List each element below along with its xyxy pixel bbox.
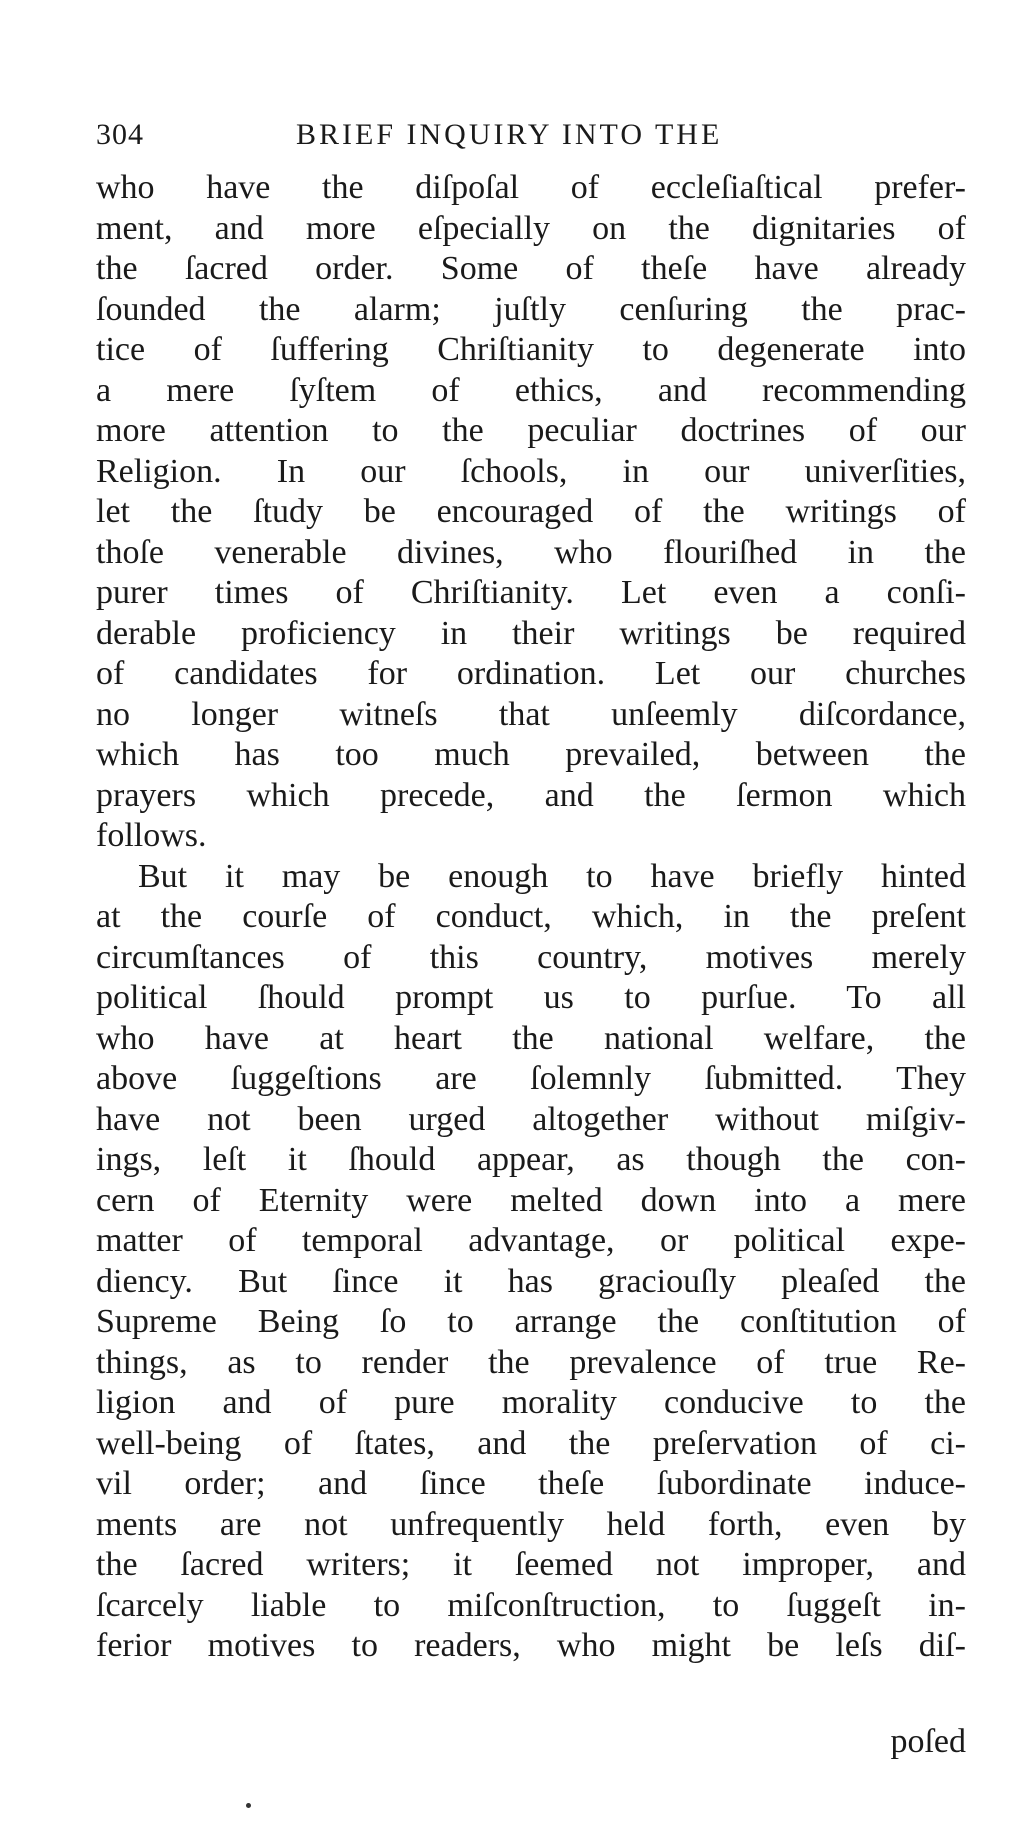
text-line: derable proficiency in their writings be required	[96, 614, 966, 652]
text-line: matter of temporal advantage, or political expe-	[96, 1222, 966, 1259]
text-line: ments are not unfrequently held forth, even by	[96, 1505, 966, 1543]
text-line: diency. But ſince it has graciouſly pleaſed the	[96, 1262, 966, 1300]
text-line: vil order; and ſince theſe ſubordinate induce-	[96, 1465, 966, 1502]
text-line: who have at heart the national welfare, the	[96, 1019, 966, 1057]
text-line: at the courſe of conduct, which, in the preſent	[96, 898, 966, 935]
text-line: Supreme Being ſo to arrange the conſtitution of	[96, 1303, 966, 1340]
text-line: things, as to render the prevalence of true Re-	[96, 1343, 966, 1381]
text-line: no longer witneſs that unſeemly diſcordance,	[96, 695, 966, 733]
text-line: of candidates for ordination. Let our churches	[96, 655, 966, 692]
text-line: political ſhould prompt us to purſue. To all	[96, 979, 966, 1016]
text-line: well-being of ſtates, and the preſervation of ci-	[96, 1424, 966, 1462]
running-title: BRIEF INQUIRY INTO THE	[296, 118, 723, 151]
text-line: let the ſtudy be encouraged of the writings of	[96, 493, 966, 530]
body-text	[96, 168, 966, 1667]
text-line: ferior motives to readers, who might be leſs diſ-	[96, 1627, 966, 1664]
page-number: 304	[96, 118, 144, 151]
text-line: have not been urged altogether without miſgiv-	[96, 1100, 966, 1138]
text-line: thoſe venerable divines, who flouriſhed in the	[96, 533, 966, 571]
text-line: who have the diſpoſal of eccleſiaſtical prefer-	[96, 169, 966, 206]
text-line: a mere ſyſtem of ethics, and recommending	[96, 371, 966, 409]
text-line: ſcarcely liable to miſconſtruction, to ſuggeſt in-	[96, 1586, 966, 1624]
paragraph-end-line: follows.	[96, 817, 207, 854]
text-line: the ſacred writers; it ſeemed not improper, and	[96, 1546, 966, 1583]
text-line: which has too much prevailed, between the	[96, 736, 966, 773]
text-line: circumſtances of this country, motives merely	[96, 938, 966, 976]
text-line: ſounded the alarm; juſtly cenſuring the prac-	[96, 290, 966, 328]
text-line: above ſuggeſtions are ſolemnly ſubmitted. They	[96, 1060, 966, 1097]
text-line: ings, leſt it ſhould appear, as though the con-	[96, 1141, 966, 1178]
running-head	[96, 118, 966, 158]
text-line: cern of Eternity were melted down into a mere	[96, 1181, 966, 1219]
text-line: prayers which precede, and the ſermon which	[96, 776, 966, 814]
text-line: purer times of Chriſtianity. Let even a conſi-	[96, 574, 966, 611]
text-line: more attention to the peculiar doctrines of our	[96, 412, 966, 449]
catchword: poſed	[890, 1723, 966, 1760]
text-line: ligion and of pure morality conducive to the	[96, 1384, 966, 1421]
text-line: Religion. In our ſchools, in our univerſities,	[96, 452, 966, 490]
text-line: ment, and more eſpecially on the dignitaries of	[96, 209, 966, 247]
text-line: tice of ſuffering Chriſtianity to degenerate into	[96, 331, 966, 368]
paragraph-first-line: But it may be enough to have briefly hinted	[138, 857, 966, 895]
ink-speck	[246, 1803, 251, 1808]
text-line: the ſacred order. Some of theſe have already	[96, 250, 966, 287]
